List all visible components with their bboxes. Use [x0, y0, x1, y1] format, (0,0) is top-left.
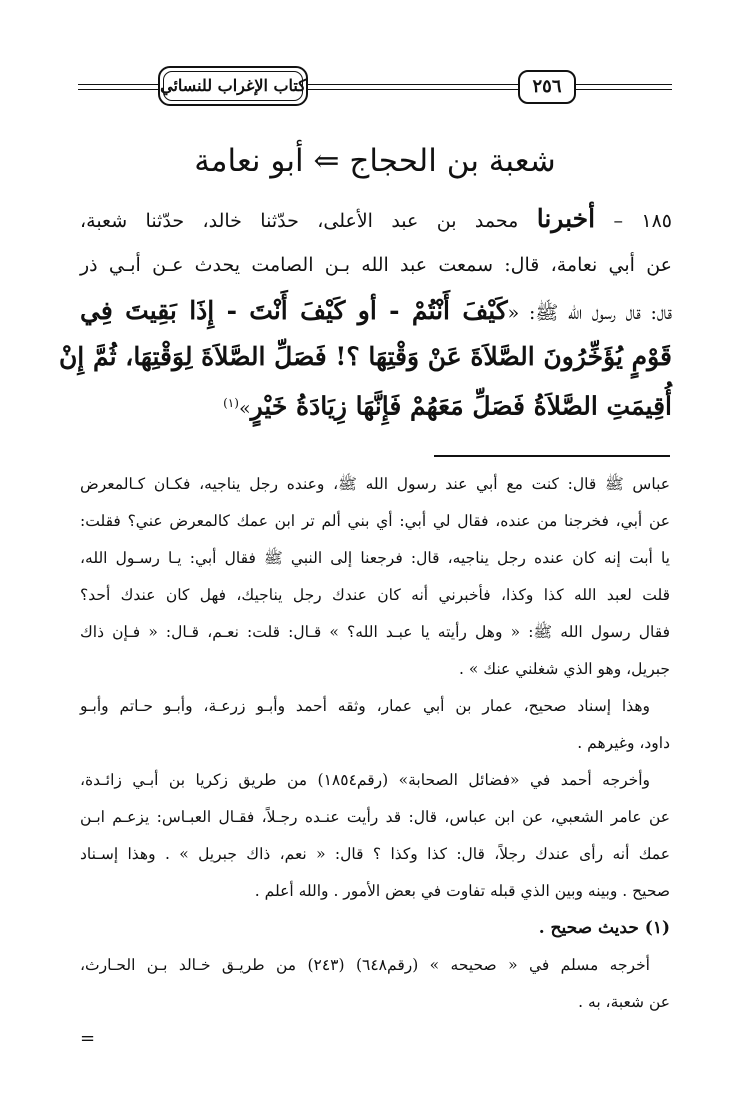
note-line: يا أبت إنه كان عنده رجل يناجيه، قال: فرجعنا إلى النبي ﷺ فقال أبي: يـا رسـول الله،	[80, 549, 670, 567]
footnotes	[80, 466, 670, 1021]
note-line: وهذا إسناد صحيح، عمار بن أبي عمار، وثقه أحمد وأبـو زرعـة، وأبـو حـاتم وأبـو	[80, 697, 650, 715]
hadith-text	[58, 196, 672, 426]
continuation-mark: =	[80, 1028, 96, 1049]
footnote-1-heading: (١) حديث صحيح .	[538, 918, 670, 938]
hadith-isnad: محمد بن عبد الأعلى، حدّثنا خالد، حدّثنا شعبة،	[80, 210, 519, 232]
note-line: قلت لعبد الله كذا وكذا، فأخبرني أنه كان عندك رجل يناجيك، فهل كان عندك أحد؟	[80, 586, 670, 604]
note-line: عن شعبة، به .	[578, 993, 670, 1011]
note-line: عن عامر الشعبي، عن ابن عباس، قال: قد رأيت عنـده رجـلاً، فقـال العبـاس: يزعـم ابـن	[80, 808, 670, 826]
footnote-separator	[434, 455, 670, 457]
hadith-lead-word: أخبرنا	[536, 204, 596, 233]
footnote-ref: (١)	[223, 396, 239, 410]
chapter-title: شعبة بن الحجاج ⇐ أبو نعامة	[194, 143, 556, 179]
hadith-number: ١٨٥ –	[613, 210, 672, 232]
page-number: ٢٥٦	[518, 70, 576, 104]
note-line: أخرجه مسلم في « صحيحه » (رقم٦٤٨) (٢٤٣) من طريـق خـالد بـن الحـارث،	[80, 956, 650, 974]
hadith-line-3: قال: قال رسول الله ﷺ: «كَيْفَ أَنْتُمْ - أو كَيْفَ أَنْتَ - إِذَا بَقِيتَ فِي	[80, 296, 672, 325]
hadith-line-2: عن أبي نعامة، قال: سمعت عبد الله بـن الصامت يحدث عـن أبـي ذر	[80, 254, 672, 276]
book-title: كتاب الإغراب للنسائي	[158, 66, 308, 106]
note-line: فقال رسول الله ﷺ: « وهل رأيته يا عبـد الله؟ » قـال: قلت: نعـم، قـال: « فـإن ذاك	[80, 623, 670, 641]
hadith-line-4: قَوْمٍ يُؤَخِّرُونَ الصَّلاَةَ عَنْ وَقْتِهَا ؟! فَصَلِّ الصَّلاَةَ لِوَقْتِهَا، ثُمَّ إِنْ	[58, 342, 672, 371]
note-line: داود، وغيرهم .	[577, 734, 670, 752]
hadith-matn-start: كَيْفَ أَنْتُمْ - أو كَيْفَ أَنْتَ - إِذَا بَقِيتَ فِي	[80, 296, 508, 325]
note-line: عباس ﷺ قال: كنت مع أبي عند رسول الله ﷺ، وعنده رجل يناجيه، فكـان كـالمعرض	[80, 475, 670, 493]
note-line: عن أبي، فخرجنا من عنده، فقال لي أبي: أي بني ألم تر ابن عمك كالمعرض عني؟ فقلت:	[80, 512, 670, 530]
note-line: عمك أنه رأى عندك رجلاً، قال: كذا وكذا ؟ قال: « نعم، ذاك جبريل » . وهذا إسـناد	[80, 845, 670, 863]
note-line: وأخرجه أحمد في «فضائل الصحابة» (رقم١٨٥٤) من طريق زكريا بن أبـي زائـدة،	[80, 771, 650, 789]
hadith-line-1	[80, 196, 672, 242]
hadith-line-5: أُقِيمَتِ الصَّلاَةُ فَصَلِّ مَعَهُمْ فَإِنَّهَا زِيَادَةُ خَيْرٍ»$^{(١)}$	[223, 391, 672, 421]
note-line: صحيح . وبينه وبين الذي قبله تفاوت في بعض الأمور . والله أعلم .	[254, 882, 670, 900]
note-line: جبريل، وهو الذي شغلني عنك » .	[459, 660, 670, 678]
